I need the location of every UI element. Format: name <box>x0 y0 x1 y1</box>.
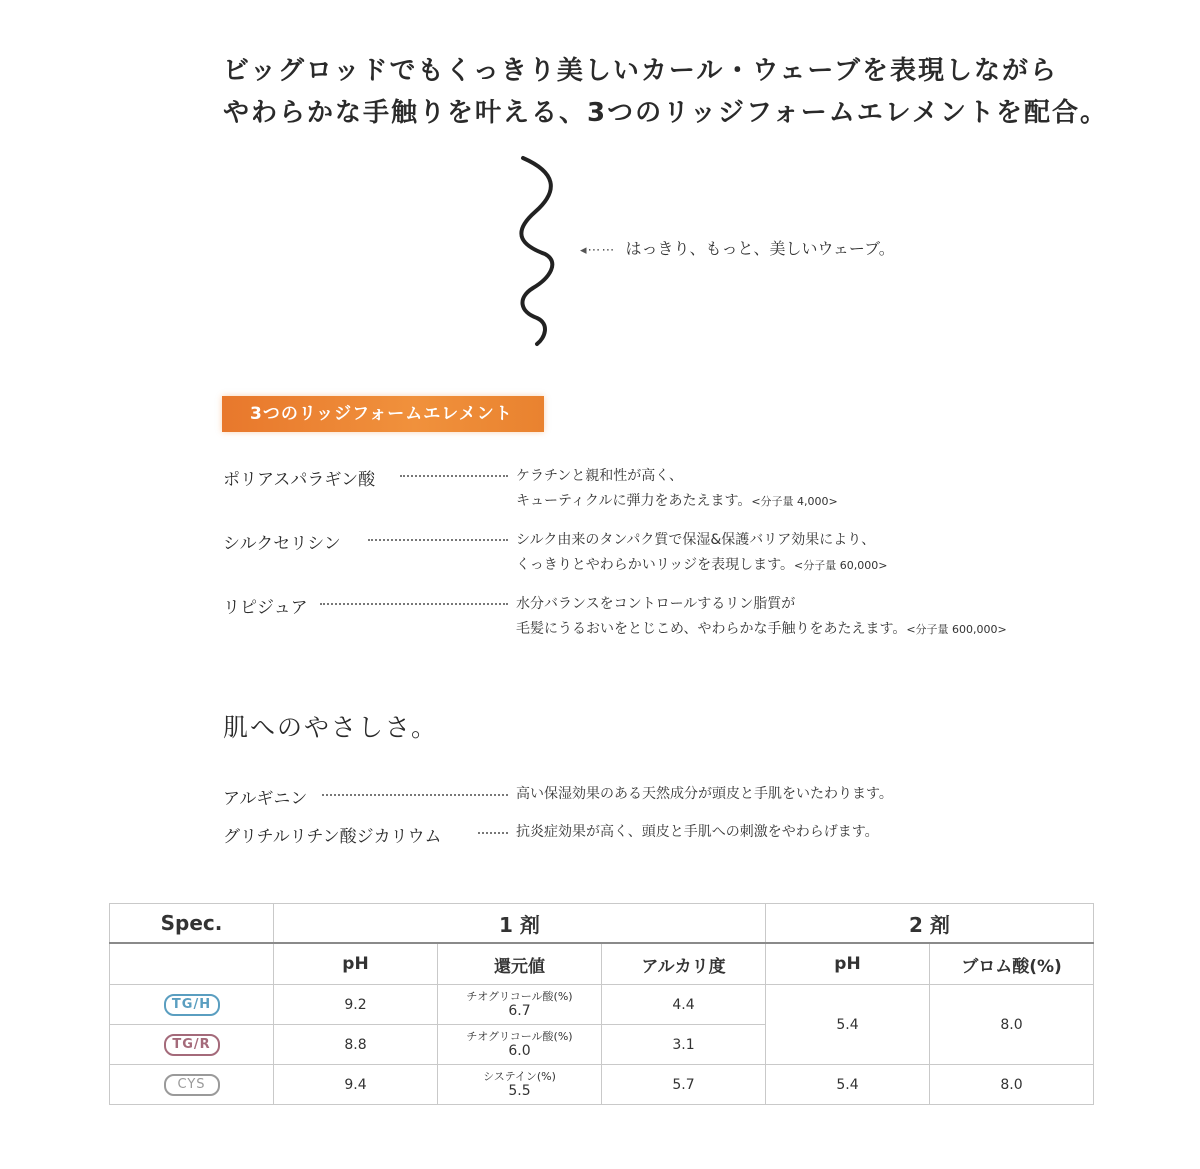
ph2-cell: 5.4 <box>766 1065 930 1105</box>
leader-dots <box>322 794 508 796</box>
element-desc <box>516 464 838 514</box>
product-pill: TG/H <box>164 994 220 1016</box>
element-name: シルクセリシン <box>223 534 341 554</box>
product-label-cell <box>110 985 274 1025</box>
element-desc-line: 毛髪にうるおいをとじこめ、やわらかな手触りをあたえます。 <box>516 621 907 637</box>
leader-dots <box>368 539 508 541</box>
headline-line-2: やわらかな手触りを叶える、3つのリッジフォームエレメントを配合。 <box>223 98 1108 128</box>
ph-cell: 9.4 <box>274 1065 438 1105</box>
leader-dots <box>478 832 508 834</box>
ph-cell: 9.2 <box>274 985 438 1025</box>
skin-item-name: アルギニン <box>223 789 308 809</box>
element-desc <box>516 592 1007 642</box>
molecular-weight: <分子量 600,000> <box>906 623 1007 636</box>
molecular-weight: <分子量 4,000> <box>751 495 838 508</box>
bromate-merged-cell: 8.0 <box>930 985 1094 1065</box>
col-ph-2: pH <box>766 943 930 985</box>
alkalinity-cell: 4.4 <box>602 985 766 1025</box>
reduction-cell <box>438 985 602 1025</box>
skin-item-desc: 高い保湿効果のある天然成分が頭皮と手肌をいたわります。 <box>516 786 893 802</box>
reduction-value: 6.7 <box>508 1002 531 1019</box>
element-desc-line: キューティクルに弾力をあたえます。 <box>516 493 752 509</box>
ph-cell: 8.8 <box>274 1025 438 1065</box>
spec-column-row <box>110 943 1094 985</box>
reduction-agent: システイン(%) <box>483 1069 556 1083</box>
reduction-value: 5.5 <box>508 1082 531 1099</box>
col-reduction: 還元値 <box>438 943 602 985</box>
table-row <box>110 985 1094 1025</box>
col-bromate: ブロム酸(%) <box>930 943 1094 985</box>
reduction-cell <box>438 1025 602 1065</box>
ph2-merged-cell: 5.4 <box>766 985 930 1065</box>
headline <box>223 50 1108 134</box>
alkalinity-cell: 5.7 <box>602 1065 766 1105</box>
wave-caption <box>580 236 895 259</box>
skin-section-title: 肌へのやさしさ。 <box>223 713 439 742</box>
molecular-weight: <分子量 60,000> <box>794 559 888 572</box>
bromate-cell: 8.0 <box>930 1065 1094 1105</box>
product-pill: TG/R <box>164 1034 220 1056</box>
agent-1-header: 1 剤 <box>274 904 766 944</box>
product-label-cell <box>110 1025 274 1065</box>
element-name: リピジュア <box>223 598 308 618</box>
agent-2-header: 2 剤 <box>766 904 1094 944</box>
element-desc-line: ケラチンと親和性が高く、 <box>516 468 684 484</box>
table-row <box>110 1065 1094 1105</box>
left-arrow-icon: ◂⋯⋯ <box>580 243 616 258</box>
skin-item-desc: 抗炎症効果が高く、頭皮と手肌への刺激をやわらげます。 <box>516 824 879 840</box>
ridge-form-badge: 3つのリッジフォームエレメント <box>222 396 544 432</box>
col-alkalinity: アルカリ度 <box>602 943 766 985</box>
spec-header-row <box>110 904 1094 944</box>
element-desc-line: 水分バランスをコントロールするリン脂質が <box>516 596 796 612</box>
wave-caption-text: はっきり、もっと、美しいウェーブ。 <box>625 239 895 258</box>
reduction-agent: チオグリコール酸(%) <box>466 989 573 1003</box>
empty-header-cell <box>110 943 274 985</box>
reduction-value: 6.0 <box>508 1042 531 1059</box>
leader-dots <box>320 603 508 605</box>
spec-table <box>109 903 1094 1105</box>
skin-item-name: グリチルリチン酸ジカリウム <box>223 827 442 847</box>
product-label-cell <box>110 1065 274 1105</box>
element-desc-line: シルク由来のタンパク質で保湿&保護バリア効果により、 <box>516 532 876 548</box>
col-ph-1: pH <box>274 943 438 985</box>
product-pill: CYS <box>164 1074 220 1096</box>
leader-dots <box>400 475 508 477</box>
wave-illustration <box>505 150 565 350</box>
alkalinity-cell: 3.1 <box>602 1025 766 1065</box>
reduction-cell <box>438 1065 602 1105</box>
headline-line-1: ビッグロッドでもくっきり美しいカール・ウェーブを表現しながら <box>223 56 1059 86</box>
reduction-agent: チオグリコール酸(%) <box>466 1029 573 1043</box>
element-desc-line: くっきりとやわらかいリッジを表現します。 <box>516 557 795 573</box>
spec-title: Spec. <box>110 904 274 944</box>
element-name: ポリアスパラギン酸 <box>223 470 376 490</box>
element-desc <box>516 528 887 578</box>
